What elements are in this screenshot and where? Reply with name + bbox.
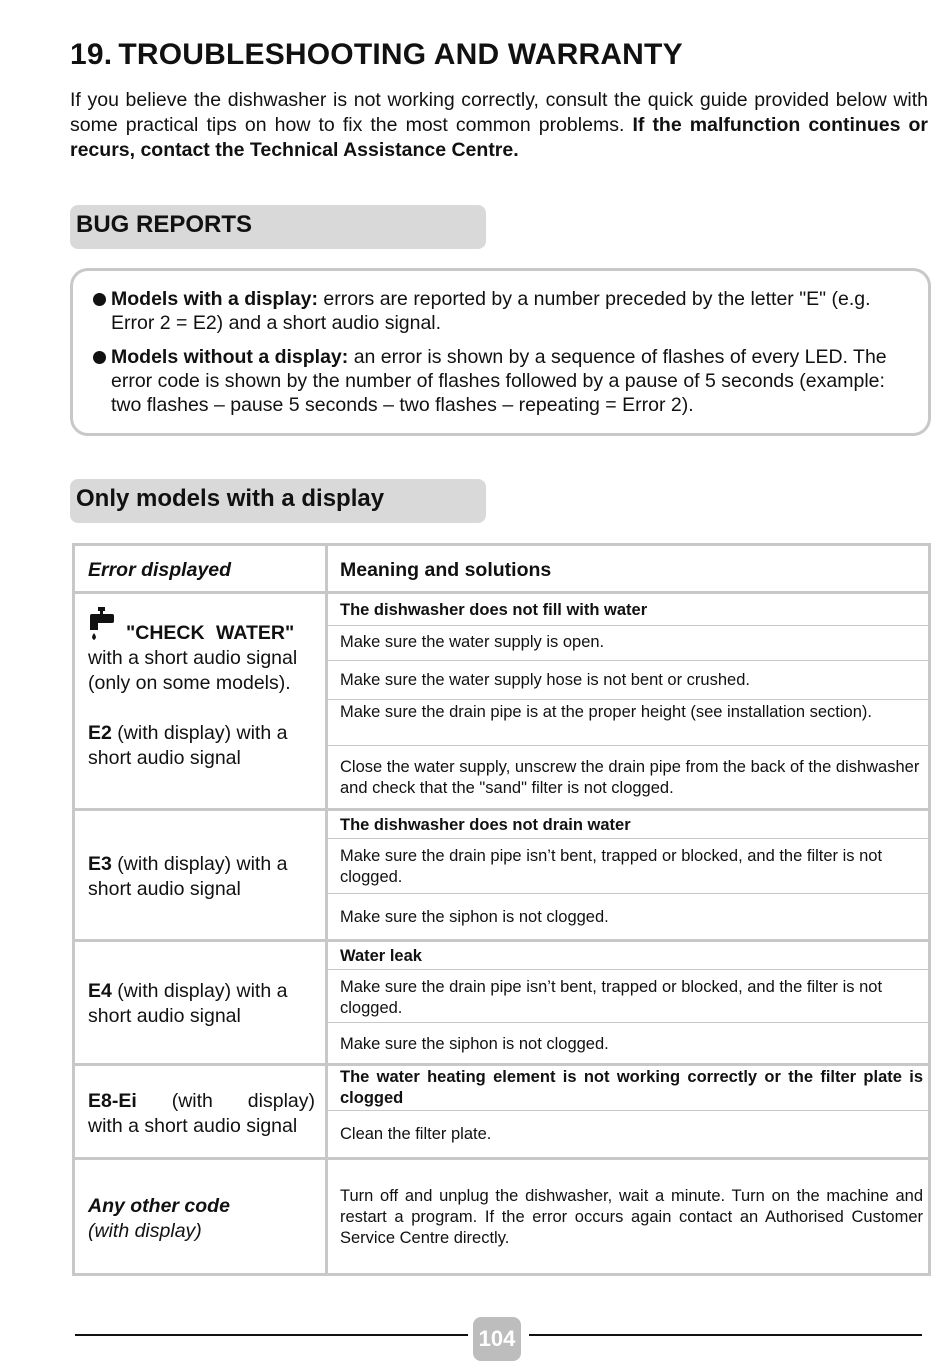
row-divider [75, 591, 928, 594]
intro-text: If you believe the dishwasher is not working correctly, consult the quick guide provided below with some practical tips on how to fix the most common problems. [70, 89, 928, 136]
column-header-meaning: Meaning and solutions [340, 559, 552, 581]
solution-item: Make sure the siphon is not clogged. [340, 908, 609, 926]
error-cell-e4 [88, 979, 315, 1029]
column-divider [325, 546, 328, 1273]
error-code-suffix: (with display) with a short audio signal [88, 980, 288, 1027]
bug-report-text: errors are reported by a number preceded by the letter "E" (e.g. Error 2 = E2) and a short audio signal. [111, 288, 871, 334]
footer-rule-right [529, 1334, 922, 1336]
section-title: TROUBLESHOOTING AND WARRANTY [118, 38, 683, 71]
row-divider [75, 808, 928, 811]
bug-report-label: Models without a display: [111, 346, 349, 368]
problem-title-no-drain: The dishwasher does not drain water [340, 816, 631, 834]
error-cell-other [88, 1194, 315, 1244]
column-header-error: Error displayed [88, 559, 232, 581]
error-code-suffix: (with display) [88, 1220, 202, 1242]
e8-first-line [88, 1089, 315, 1114]
problem-title-water-leak: Water leak [340, 947, 422, 965]
intro-paragraph [70, 88, 928, 163]
error-cell-e2 [88, 618, 315, 771]
solution-item: Make sure the siphon is not clogged. [340, 1035, 609, 1053]
solution-item: Make sure the drain pipe isn’t bent, trapped or blocked, and the filter is not clogged. [340, 847, 883, 886]
row-divider [328, 699, 928, 700]
problem-title-no-fill: The dishwasher does not fill with water [340, 601, 648, 619]
error-code-suffix: (with display) with a short audio signal [88, 853, 288, 900]
row-divider [75, 1063, 928, 1066]
solution-item: Close the water supply, unscrew the drain pipe from the back of the dishwasher and check that the "sand" filter is not clogged. [340, 758, 920, 797]
row-divider [328, 625, 928, 626]
footer-rule-left [75, 1334, 468, 1336]
row-divider [75, 1157, 928, 1160]
row-divider [328, 660, 928, 661]
solution-item: Clean the filter plate. [340, 1125, 492, 1143]
error-code-e2: E2 [88, 722, 112, 744]
check-water-suffix: with a short audio signal (only on some models). [88, 647, 298, 694]
solution-item: Make sure the water supply is open. [340, 633, 605, 651]
section-number: 19. [70, 38, 113, 71]
error-code-e3: E3 [88, 853, 112, 875]
row-divider [328, 1110, 928, 1111]
row-divider [328, 1022, 928, 1023]
error-code-other: Any other code [88, 1195, 230, 1217]
display-models-heading: Only models with a display [70, 479, 486, 523]
e2-description [88, 721, 315, 771]
bug-report-item-display [93, 287, 912, 335]
solution-item: Make sure the drain pipe isn’t bent, trapped or blocked, and the filter is not clogged. [340, 978, 883, 1017]
error-code-suffix: (with [171, 1090, 213, 1112]
bug-report-item-no-display [93, 345, 912, 417]
check-water-label: "CHECK WATER" [126, 622, 295, 644]
intro-bold-text: If the malfunction continues or recurs, contact the Technical Assistance Centre. [70, 114, 929, 161]
solution-item: Turn off and unplug the dishwasher, wait a minute. Turn on the machine and restart a program. If the error occurs again contact an Authorised Customer Service Centre directly. [340, 1187, 923, 1247]
error-code-e4: E4 [88, 980, 112, 1002]
water-tap-icon [87, 607, 117, 643]
error-code-suffix: with a short audio signal [88, 1115, 298, 1137]
error-code-e8-ei: E8-Ei [88, 1090, 137, 1112]
error-code-suffix: (with display) with a short audio signal [88, 722, 288, 769]
bug-report-text: an error is shown by a sequence of flashes of every LED. The error code is shown by the number of flashes followed by a pause of 5 seconds (example: two flashes – pause 5 seconds – two flashes – repeating = Error 2). [111, 346, 887, 416]
bug-reports-heading: BUG REPORTS [70, 205, 486, 249]
page-number: 104 [473, 1317, 521, 1361]
bullet-icon [93, 351, 106, 364]
row-divider [328, 893, 928, 894]
page-title [70, 38, 683, 72]
solution-item: Make sure the water supply hose is not bent or crushed. [340, 671, 750, 689]
row-divider [328, 969, 928, 970]
row-divider [75, 939, 928, 942]
problem-title-heating: The water heating element is not working correctly or the filter plate is clogged [340, 1068, 923, 1107]
error-code-suffix: display) [247, 1090, 315, 1112]
error-cell-e3 [88, 852, 315, 902]
bug-report-label: Models with a display: [111, 288, 318, 310]
error-cell-e8-ei [88, 1089, 315, 1139]
row-divider [328, 838, 928, 839]
bullet-icon [93, 293, 106, 306]
bug-reports-box [70, 268, 931, 436]
solution-item: Make sure the drain pipe is at the proper height (see installation section). [340, 703, 872, 721]
row-divider [328, 745, 928, 746]
error-table [72, 543, 931, 1276]
